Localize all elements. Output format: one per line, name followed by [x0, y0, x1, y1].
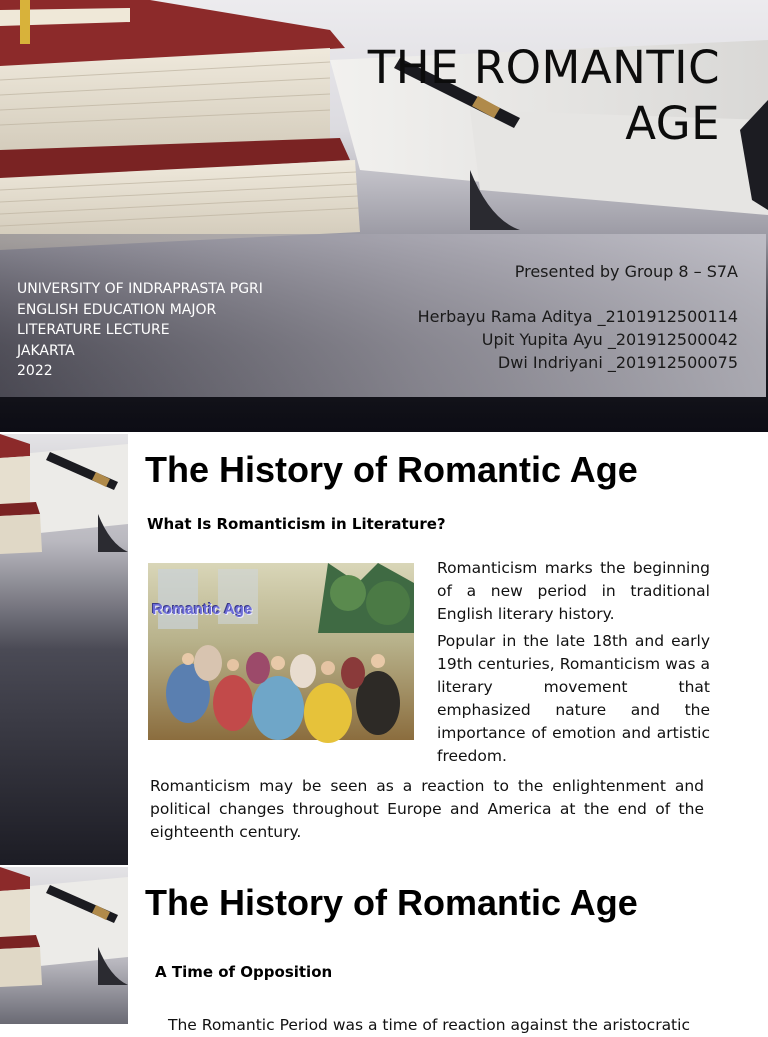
university-info: [17, 279, 347, 382]
sidebar-books-image: [0, 867, 128, 1024]
university-line: 2022: [17, 363, 53, 379]
slide3-subheading: A Time of Opposition: [155, 963, 333, 981]
member-name: Upit Yupita Ayu _201912500042: [481, 330, 738, 349]
title-slide: [0, 0, 768, 432]
presented-by: Presented by Group 8 – S7A: [514, 262, 738, 281]
member-name: Dwi Indriyani _201912500075: [497, 353, 738, 372]
university-line: ENGLISH EDUCATION MAJOR: [17, 301, 217, 318]
slide-title: [300, 40, 720, 152]
sidebar-books-image: [0, 434, 128, 866]
title-line-2: AGE: [625, 97, 720, 150]
university-line: UNIVERSITY OF INDRAPRASTA PGRI: [17, 281, 263, 297]
university-line: LITERATURE LECTURE: [17, 322, 170, 338]
presenters: [338, 260, 738, 374]
slide3-title: The History of Romantic Age: [145, 882, 638, 923]
university-line: JAKARTA: [17, 342, 75, 359]
romantic-age-painting: [148, 563, 414, 740]
paragraph: Popular in the late 18th and early 19th centuries, Romanticism was a literary movement that emphasized nature and the importance of emotion and artistic freedom.: [437, 632, 710, 765]
paragraph: Romanticism may be seen as a reaction to the enlightenment and political changes throughout Europe and America at the end of the eighteenth century.: [150, 777, 704, 841]
member-name: Herbayu Rama Aditya _2101912500114: [417, 307, 738, 326]
paragraph: Romanticism marks the beginning of a new period in traditional English literary history.: [437, 559, 710, 623]
title-line-1: THE ROMANTIC: [367, 41, 720, 94]
paragraph: The Romantic Period was a time of reaction against the aristocratic: [168, 1016, 690, 1034]
slide2-title: The History of Romantic Age: [145, 449, 638, 490]
painting-label: Romantic Age: [152, 601, 253, 618]
slide2-subheading: What Is Romanticism in Literature?: [147, 515, 446, 533]
